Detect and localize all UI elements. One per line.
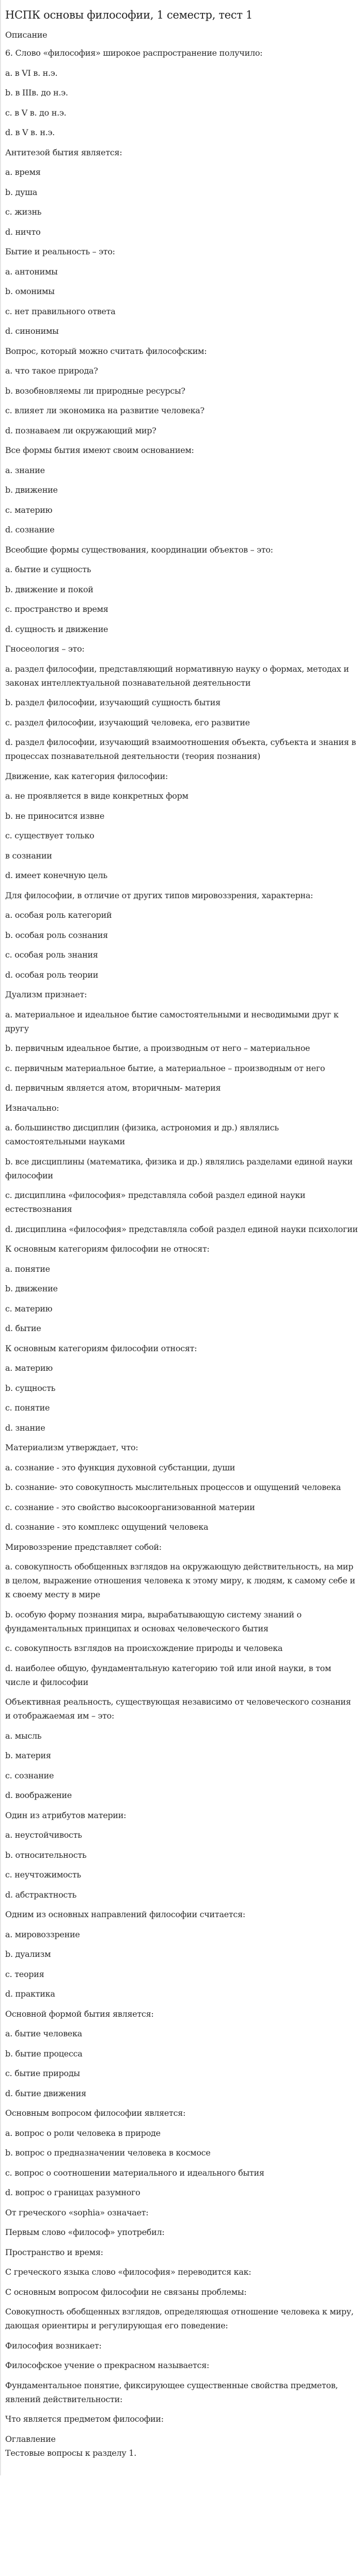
answer-option: c. совокупность взглядов на происхождение природы и человека <box>5 1643 283 1653</box>
answer-option: c. материю <box>5 1303 53 1314</box>
answer-option: c. жизнь <box>5 207 42 217</box>
answer-option: a. особая роль категорий <box>5 910 112 920</box>
question-text: Гносеология – это: <box>5 644 85 654</box>
answer-option: c. первичным материальное бытие, а материальное – производным от него <box>5 1063 325 1073</box>
answer-option: b. бытие процесса <box>5 2048 83 2059</box>
answer-option: a. бытие человека <box>5 2029 82 2038</box>
answer-option: a. не проявляется в виде конкретных форм <box>5 791 188 801</box>
answer-option: d. сознание <box>5 525 55 534</box>
answer-option: b. движение <box>5 485 58 495</box>
answer-option: c. сознание <box>5 1770 54 1780</box>
answer-option: d. первичным является атом, вторичным- материя <box>5 1083 221 1093</box>
question-text: в сознании <box>5 850 52 861</box>
answer-option: d. знание <box>5 1422 45 1433</box>
answer-option: b. относительность <box>5 1850 87 1860</box>
answer-option: d. бытие <box>5 1323 41 1333</box>
answer-option: b. вопрос о предназначении человека в космосе <box>5 2148 211 2158</box>
question-text: Одним из основных направлений философии считается: <box>5 1909 245 1919</box>
answer-option: a. совокупность обобщенных взглядов на окружающую действительность, на мир в целом, выражение отношения человека к этому миру, к людям, к самому себе и к своему месту в мире <box>5 1562 355 1599</box>
question-text: Вопрос, который можно считать философским: <box>5 346 207 356</box>
answer-option: d. бытие движения <box>5 2088 86 2098</box>
question-text: Бытие и реальность – это: <box>5 247 115 256</box>
answer-option: c. теория <box>5 1969 44 1979</box>
answer-option: d. в V в. н.э. <box>5 127 55 137</box>
answer-option: c. дисциплина «философия» представляла собой раздел единой науки естествознания <box>5 1190 306 1214</box>
answer-option: a. антонимы <box>5 266 58 277</box>
answer-option: b. материя <box>5 1751 51 1760</box>
answer-option: c. бытие природы <box>5 2068 80 2078</box>
answer-option: a. что такое природа? <box>5 366 98 376</box>
answer-option: a. мысль <box>5 1730 42 1741</box>
answer-option: b. дуализм <box>5 1949 51 1959</box>
question-text: К основным категориям философии относят: <box>5 1343 197 1353</box>
answer-option: c. понятие <box>5 1403 50 1413</box>
question-text: Фундаментальное понятие, фиксирующее существенные свойства предметов, явлений действительности: <box>5 2380 338 2404</box>
answer-option: b. движение и покой <box>5 584 93 594</box>
answer-option: d. синонимы <box>5 326 59 336</box>
answer-option: d. дисциплина «философия» представляла собой раздел единой науки психологии <box>5 1224 358 1234</box>
answer-option: c. неучтожимость <box>5 1870 81 1880</box>
question-text: Все формы бытия имеют своим основанием: <box>5 445 194 455</box>
question-text: Пространство и время: <box>5 2247 103 2257</box>
question-text: Изначально: <box>5 1103 59 1113</box>
answer-option: c. пространство и время <box>5 604 108 614</box>
question-text: Объективная реальность, существующая независимо от человеческого сознания и отображаемая им – это: <box>5 1697 351 1721</box>
answer-option: d. сознание - это комплекс ощущений человека <box>5 1522 209 1532</box>
answer-option: b. душа <box>5 187 37 197</box>
answer-option: a. время <box>5 167 41 177</box>
answer-option: a. вопрос о роли человека в природе <box>5 2128 161 2138</box>
question-text: Основной формой бытия является: <box>5 2008 154 2019</box>
answer-option: d. практика <box>5 1989 55 1999</box>
question-text: К основным категориям философии не относят: <box>5 1244 210 1254</box>
answer-option: d. воображение <box>5 1790 72 1800</box>
answer-option: c. нет правильного ответа <box>5 306 116 316</box>
answer-option: a. в VI в. н.э. <box>5 68 58 78</box>
answer-option: d. раздел философии, изучающий взаимоотношения объекта, субъекта и знания в процессах познавательной деятельности (теория познания) <box>5 737 356 761</box>
answer-option: a. неустойчивость <box>5 1830 82 1840</box>
answer-option: b. особую форму познания мира, вырабатывающую систему знаний о фундаментальных принципах и основах человеческого бытия <box>5 1609 302 1633</box>
description-label: Описание <box>5 30 48 40</box>
question-text: Философия возникает: <box>5 2340 102 2351</box>
toc-list <box>5 2446 358 2460</box>
question-text: Философское учение о прекрасном называется: <box>5 2360 210 2370</box>
answer-option: a. знание <box>5 465 45 475</box>
answer-option: a. большинство дисциплин (физика, астрономия и др.) являлись самостоятельными науками <box>5 1123 279 1146</box>
answer-option: b. особая роль сознания <box>5 930 108 940</box>
answer-option: b. сущность <box>5 1383 56 1393</box>
question-text: Для философии, в отличие от других типов мировоззрения, характерна: <box>5 890 313 900</box>
question-text: От греческого «sophia» означает: <box>5 2207 149 2217</box>
question-text: Дуализм признает: <box>5 990 87 999</box>
answer-option: c. сознание - это свойство высокоорганизованной материи <box>5 1502 255 1512</box>
question-text: С греческого языка слово «философия» переводится как: <box>5 2267 251 2277</box>
answer-option: a. бытие и сущность <box>5 564 91 574</box>
answer-option: b. все дисциплины (математика, физика и др.) являлись разделами единой науки философии <box>5 1156 353 1180</box>
answer-option: a. понятие <box>5 1263 50 1274</box>
question-text: С основным вопросом философии не связаны проблемы: <box>5 2287 247 2297</box>
answer-option: b. в IIIв. до н.э. <box>5 88 68 98</box>
answer-option: c. особая роль знания <box>5 950 98 960</box>
answer-option: d. абстрактность <box>5 1889 77 1900</box>
question-text: Всеобщие формы существования, координации объектов – это: <box>5 544 273 555</box>
toc-link[interactable]: Тестовые вопросы к разделу 1. <box>5 2448 136 2458</box>
question-text: Совокупность обобщенных взглядов, определяющая отношение человека к миру, дающая ориентиры и регулирующая его поведение: <box>5 2307 354 2330</box>
answer-option: b. сознание- это совокупность мыслительных процессов и ощущений человека <box>5 1482 341 1492</box>
question-text: Основным вопросом философии является: <box>5 2108 186 2118</box>
answer-option: b. первичным идеальное бытие, а производным от него – материальное <box>5 1043 310 1053</box>
answer-option: b. раздел философии, изучающий сущность бытия <box>5 698 221 707</box>
answer-option: c. вопрос о соотношении материального и идеального бытия <box>5 2167 264 2178</box>
answer-option: b. омонимы <box>5 286 55 296</box>
answer-option: d. имеет конечную цель <box>5 870 107 880</box>
question-text: Мировоззрение представляет собой: <box>5 1542 162 1552</box>
answer-option: a. сознание - это функция духовной субстанции, души <box>5 1462 235 1472</box>
answer-option: c. влияет ли экономика на развитие человека? <box>5 406 204 415</box>
answer-option: a. мировоззрение <box>5 1929 80 1939</box>
answer-option: d. особая роль теории <box>5 969 99 980</box>
question-text: Материализм утверждает, что: <box>5 1443 138 1452</box>
test-content <box>5 46 358 2426</box>
answer-option: d. наиболее общую, фундаментальную категорию той или иной науки, в том числе и философии <box>5 1663 332 1687</box>
answer-option: d. познаваем ли окружающий мир? <box>5 425 156 435</box>
answer-option: b. движение <box>5 1284 58 1293</box>
toc-title: Оглавление <box>5 2434 56 2444</box>
answer-option: c. материю <box>5 505 53 515</box>
answer-option: d. ничто <box>5 226 41 237</box>
answer-option: c. в V в. до н.э. <box>5 107 67 118</box>
answer-option: a. раздел философии, представляющий нормативную науку о формах, методах и законах интеллектуальной познавательной деятельности <box>5 663 349 688</box>
answer-option: c. существует только <box>5 831 95 840</box>
question-text: 6. Слово «философия» широкое распространение получило: <box>5 48 263 58</box>
answer-option: b. возобновляемы ли природные ресурсы? <box>5 385 185 396</box>
question-text: Один из атрибутов материи: <box>5 1810 127 1820</box>
answer-option: c. раздел философии, изучающий человека, его развитие <box>5 717 250 727</box>
question-text: Первым слово «философ» употребил: <box>5 2227 165 2237</box>
question-text: Антитезой бытия является: <box>5 147 122 157</box>
answer-option: d. вопрос о границах разумного <box>5 2188 140 2197</box>
answer-option: a. материальное и идеальное бытие самостоятельными и несводимыми друг к другу <box>5 1009 339 1033</box>
page-title: НСПК основы философии, 1 семестр, тест 1 <box>5 9 253 21</box>
table-of-contents <box>5 2432 358 2460</box>
answer-option: b. не приносится извне <box>5 811 105 821</box>
question-text: Что является предметом философии: <box>5 2414 164 2424</box>
answer-option: a. материю <box>5 1363 53 1373</box>
question-text: Движение, как категория философии: <box>5 771 168 781</box>
answer-option: d. сущность и движение <box>5 624 108 634</box>
